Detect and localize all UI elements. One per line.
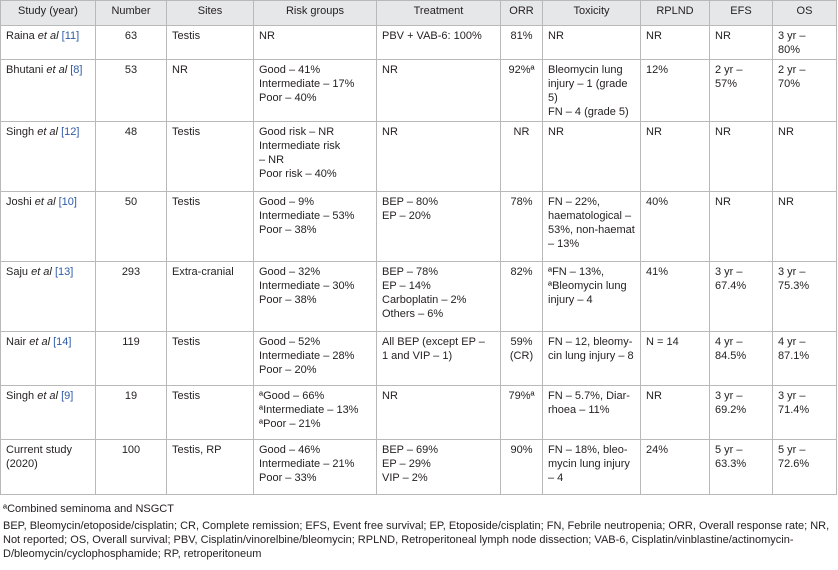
cell-sites [167, 440, 254, 495]
cell-sites [167, 60, 254, 122]
toxicity-line: – 4 [548, 472, 564, 484]
risk-line: Intermediate risk [259, 140, 341, 152]
cell-treatment [377, 440, 501, 495]
sites-value: Testis [172, 336, 201, 348]
cell-rplnd [641, 386, 710, 440]
study-name: Nair [6, 336, 30, 348]
rplnd-value: N = 14 [646, 336, 679, 348]
treatment-line: EP – 29% [382, 458, 431, 470]
cell-efs [710, 60, 773, 122]
study-name: Saju [6, 266, 32, 278]
treatment-line: BEP – 78% [382, 266, 439, 278]
sites-value: NR [172, 64, 188, 76]
orr-value: 81% [510, 30, 533, 42]
cell-risk-groups [254, 122, 377, 192]
toxicity-line: ªBleomycin lung [548, 280, 627, 292]
study-name: Joshi [6, 196, 35, 208]
cell-os [773, 440, 837, 495]
os-line: 3 yr – [778, 30, 806, 42]
cell-toxicity [543, 26, 641, 60]
patient-number: 50 [124, 196, 138, 208]
table-footnotes [3, 502, 835, 561]
efs-line: NR [715, 126, 731, 138]
cell-orr [501, 26, 543, 60]
cell-rplnd [641, 192, 710, 262]
os-line: 4 yr – [778, 336, 806, 348]
orr-value: 59% (CR) [509, 336, 534, 362]
os-line: 5 yr – [778, 444, 806, 456]
reference-link[interactable]: [14] [53, 336, 72, 348]
study-et-al: et al [37, 126, 58, 138]
toxicity-line: injury – 1 (grade 5) [548, 78, 628, 104]
risk-line: Good – 41% [259, 64, 321, 76]
study-et-al: et al [29, 336, 51, 348]
cell-study [1, 262, 96, 332]
cell-treatment [377, 262, 501, 332]
col-header-toxicity: Toxicity [543, 1, 641, 26]
efs-line: 84.5% [715, 350, 747, 362]
toxicity-line: – 13% [548, 238, 580, 250]
cell-toxicity [543, 386, 641, 440]
sites-value: Testis, RP [172, 444, 222, 456]
cell-rplnd [641, 440, 710, 495]
study-name: Singh [6, 126, 38, 138]
rplnd-value: NR [646, 126, 662, 138]
cell-risk-groups [254, 386, 377, 440]
risk-line: Good – 46% [259, 444, 321, 456]
toxicity-line: FN – 5.7%, Diar- [548, 390, 630, 402]
toxicity-line: FN – 4 (grade 5) [548, 106, 629, 118]
treatment-line: 1 and VIP – 1) [382, 350, 453, 362]
rplnd-value: 41% [646, 266, 669, 278]
cell-efs [710, 26, 773, 60]
toxicity-line: NR [548, 30, 564, 42]
cell-efs [710, 386, 773, 440]
cell-risk-groups [254, 60, 377, 122]
efs-line: 4 yr – [715, 336, 743, 348]
reference-link[interactable]: [9] [61, 390, 74, 402]
toxicity-line: FN – 12, bleomy- [548, 336, 633, 348]
cell-study [1, 122, 96, 192]
abbreviations-note: BEP, Bleomycin/etoposide/cisplatin; CR, Complete remission; EFS, Event free survival; EP, Etoposide/cisplatin; FN, Febrile neutropenia; ORR, Overall response rate; NR, Not reported; OS, Overall survival; PBV, Cisplatin/vinorelbine/bleomycin; RPLND, Retroperitoneal lymph node dissection; VAB-6, Cisplatin/vinblastine/actinomycin-D/bleomycin/cyclophosphamide; RP, retroperitoneum [3, 520, 830, 560]
risk-line: Good – 52% [259, 336, 321, 348]
cell-toxicity [543, 332, 641, 386]
cell-os [773, 262, 837, 332]
os-line: 3 yr – [778, 266, 806, 278]
cell-treatment [377, 122, 501, 192]
treatment-line: EP – 20% [382, 210, 431, 222]
cell-study [1, 192, 96, 262]
col-header-risk-groups: Risk groups [254, 1, 377, 26]
cell-os [773, 332, 837, 386]
os-line: NR [778, 196, 794, 208]
efs-line: 63.3% [715, 458, 747, 470]
col-header-rplnd: RPLND [641, 1, 710, 26]
toxicity-line: Bleomycin lung [548, 64, 623, 76]
study-et-al: et al [34, 196, 56, 208]
reference-link[interactable]: [12] [61, 126, 80, 138]
cell-orr [501, 440, 543, 495]
risk-line: Intermediate – 53% [259, 210, 355, 222]
efs-line: 3 yr – [715, 266, 743, 278]
cell-number [96, 122, 167, 192]
treatment-line: VIP – 2% [382, 472, 428, 484]
cell-os [773, 26, 837, 60]
toxicity-line: haematological – [548, 210, 632, 222]
cell-os [773, 386, 837, 440]
cell-rplnd [641, 262, 710, 332]
table-row [1, 440, 837, 495]
table-row [1, 262, 837, 332]
risk-line: ªIntermediate – 13% [259, 404, 359, 416]
cell-os [773, 122, 837, 192]
reference-link[interactable]: [11] [61, 30, 80, 42]
patient-number: 293 [121, 266, 141, 278]
risk-line: Poor risk – 40% [259, 168, 337, 180]
study-et-al: et al [31, 266, 52, 278]
risk-line: Good – 9% [259, 196, 315, 208]
col-header-efs: EFS [710, 1, 773, 26]
risk-line: Intermediate – 21% [259, 458, 355, 470]
patient-number: 119 [122, 336, 140, 348]
cell-risk-groups [254, 262, 377, 332]
toxicity-line: ªFN – 13%, [548, 266, 605, 278]
os-line: 2 yr – [778, 64, 806, 76]
cell-efs [710, 192, 773, 262]
sites-value: Testis [172, 126, 201, 138]
reference-link[interactable]: [10] [58, 196, 77, 208]
risk-line: Poor – 33% [259, 472, 317, 484]
cell-number [96, 60, 167, 122]
cell-sites [167, 26, 254, 60]
sites-value: Extra-cranial [172, 266, 234, 278]
treatment-line: NR [382, 390, 398, 402]
efs-line: 3 yr – [715, 390, 743, 402]
col-header-sites: Sites [167, 1, 254, 26]
treatment-line: PBV + VAB-6: 100% [382, 30, 482, 42]
table-row [1, 386, 837, 440]
sites-value: Testis [172, 196, 201, 208]
toxicity-line: 53%, non-haemat [548, 224, 635, 236]
os-line: 75.3% [778, 280, 810, 292]
risk-line: ªGood – 66% [259, 390, 325, 402]
risk-line: ªPoor – 21% [259, 418, 321, 430]
orr-value: 92%ª [508, 64, 535, 76]
cell-toxicity [543, 122, 641, 192]
risk-line: Good risk – NR [259, 126, 335, 138]
risk-line: NR [259, 30, 275, 42]
cell-risk-groups [254, 26, 377, 60]
study-et-al: et al [37, 30, 59, 42]
treatment-line: Others – 6% [382, 308, 444, 320]
col-header-orr: ORR [501, 1, 543, 26]
cell-os [773, 192, 837, 262]
risk-line: Good – 32% [259, 266, 321, 278]
os-line: 71.4% [778, 404, 810, 416]
efs-line: 69.2% [715, 404, 747, 416]
cell-treatment [377, 332, 501, 386]
cell-sites [167, 332, 254, 386]
rplnd-value: NR [646, 390, 662, 402]
cell-treatment [377, 386, 501, 440]
cell-toxicity [543, 60, 641, 122]
efs-line: NR [715, 196, 731, 208]
cell-study [1, 60, 96, 122]
cell-rplnd [641, 60, 710, 122]
table-body [1, 26, 837, 495]
patient-number: 100 [121, 444, 141, 456]
cell-sites [167, 386, 254, 440]
efs-line: 2 yr – [715, 64, 743, 76]
patient-number: 63 [124, 30, 138, 42]
reference-link[interactable]: [8] [70, 64, 83, 76]
cell-treatment [377, 60, 501, 122]
toxicity-line: FN – 18%, bleo- [548, 444, 628, 456]
cell-toxicity [543, 440, 641, 495]
risk-line: Intermediate – 17% [259, 78, 355, 90]
study-et-al: et al [46, 64, 68, 76]
cell-orr [501, 192, 543, 262]
risk-line: Intermediate – 30% [259, 280, 355, 292]
os-line: 72.6% [778, 458, 810, 470]
study-name: Bhutani [6, 64, 47, 76]
cell-toxicity [543, 192, 641, 262]
efs-line: NR [715, 30, 731, 42]
cell-number [96, 386, 167, 440]
risk-line: Poor – 38% [259, 294, 317, 306]
toxicity-line: mycin lung injury [548, 458, 630, 470]
cell-number [96, 332, 167, 386]
rplnd-value: NR [646, 30, 662, 42]
table-row [1, 26, 837, 60]
study-et-al: et al [37, 390, 58, 402]
patient-number: 48 [124, 126, 138, 138]
study-name: Singh [6, 390, 38, 402]
risk-line: Intermediate – 28% [259, 350, 355, 362]
rplnd-value: 40% [646, 196, 669, 208]
cell-number [96, 262, 167, 332]
os-line: 87.1% [778, 350, 810, 362]
col-header-number: Number [96, 1, 167, 26]
orr-value: 82% [510, 266, 533, 278]
cell-risk-groups [254, 192, 377, 262]
cell-study [1, 26, 96, 60]
reference-link[interactable]: [13] [54, 266, 74, 278]
os-line: 3 yr – [778, 390, 806, 402]
cell-treatment [377, 26, 501, 60]
patient-number: 19 [124, 390, 138, 402]
cell-sites [167, 262, 254, 332]
risk-line: Poor – 38% [259, 224, 317, 236]
cell-sites [167, 122, 254, 192]
col-header-treatment: Treatment [377, 1, 501, 26]
cell-efs [710, 440, 773, 495]
toxicity-line: FN – 22%, [548, 196, 600, 208]
cell-study [1, 386, 96, 440]
cell-efs [710, 262, 773, 332]
table-row [1, 332, 837, 386]
cell-study [1, 440, 96, 495]
cell-toxicity [543, 262, 641, 332]
cell-number [96, 26, 167, 60]
risk-line: Poor – 20% [259, 364, 317, 376]
orr-value: 79%ª [508, 390, 535, 402]
efs-line: 57% [715, 78, 738, 90]
sites-value: Testis [172, 30, 201, 42]
treatment-line: Carboplatin – 2% [382, 294, 467, 306]
risk-line: Poor – 40% [259, 92, 317, 104]
cell-risk-groups [254, 332, 377, 386]
cell-number [96, 192, 167, 262]
cell-orr [501, 60, 543, 122]
treatment-line: NR [382, 64, 398, 76]
cell-treatment [377, 192, 501, 262]
table-row [1, 60, 837, 122]
efs-line: 5 yr – [715, 444, 743, 456]
rplnd-value: 12% [646, 64, 669, 76]
sites-value: Testis [172, 390, 201, 402]
cell-os [773, 60, 837, 122]
rplnd-value: 24% [646, 444, 669, 456]
cell-risk-groups [254, 440, 377, 495]
cell-study [1, 332, 96, 386]
patient-number: 53 [124, 64, 138, 76]
cell-efs [710, 122, 773, 192]
col-header-study: Study (year) [1, 1, 96, 26]
cell-rplnd [641, 26, 710, 60]
cell-orr [501, 262, 543, 332]
footnote-combined: ªCombined seminoma and NSGCT [3, 503, 174, 515]
study-name: Current study (2020) [6, 444, 73, 470]
toxicity-line: cin lung injury – 8 [548, 350, 634, 362]
cell-orr [501, 386, 543, 440]
treatment-line: BEP – 69% [382, 444, 439, 456]
study-name: Raina [6, 30, 38, 42]
toxicity-line: NR [548, 126, 564, 138]
table-header-row [1, 1, 837, 26]
treatment-line: BEP – 80% [382, 196, 439, 208]
cell-sites [167, 192, 254, 262]
os-line: 70% [778, 78, 801, 90]
toxicity-line: injury – 4 [548, 294, 593, 306]
cell-number [96, 440, 167, 495]
col-header-os: OS [773, 1, 837, 26]
toxicity-line: rhoea – 11% [548, 404, 610, 416]
orr-value: NR [513, 126, 530, 138]
table-row [1, 122, 837, 192]
os-line: NR [778, 126, 794, 138]
orr-value: 78% [510, 196, 533, 208]
treatment-line: EP – 14% [382, 280, 431, 292]
os-line: 80% [778, 44, 801, 56]
efs-line: 67.4% [715, 280, 747, 292]
cell-orr [501, 332, 543, 386]
cell-orr [501, 122, 543, 192]
cell-efs [710, 332, 773, 386]
risk-line: – NR [259, 154, 285, 166]
orr-value: 90% [510, 444, 533, 456]
cell-rplnd [641, 332, 710, 386]
cell-rplnd [641, 122, 710, 192]
treatment-line: NR [382, 126, 398, 138]
table-row [1, 192, 837, 262]
treatment-line: All BEP (except EP – [382, 336, 485, 348]
